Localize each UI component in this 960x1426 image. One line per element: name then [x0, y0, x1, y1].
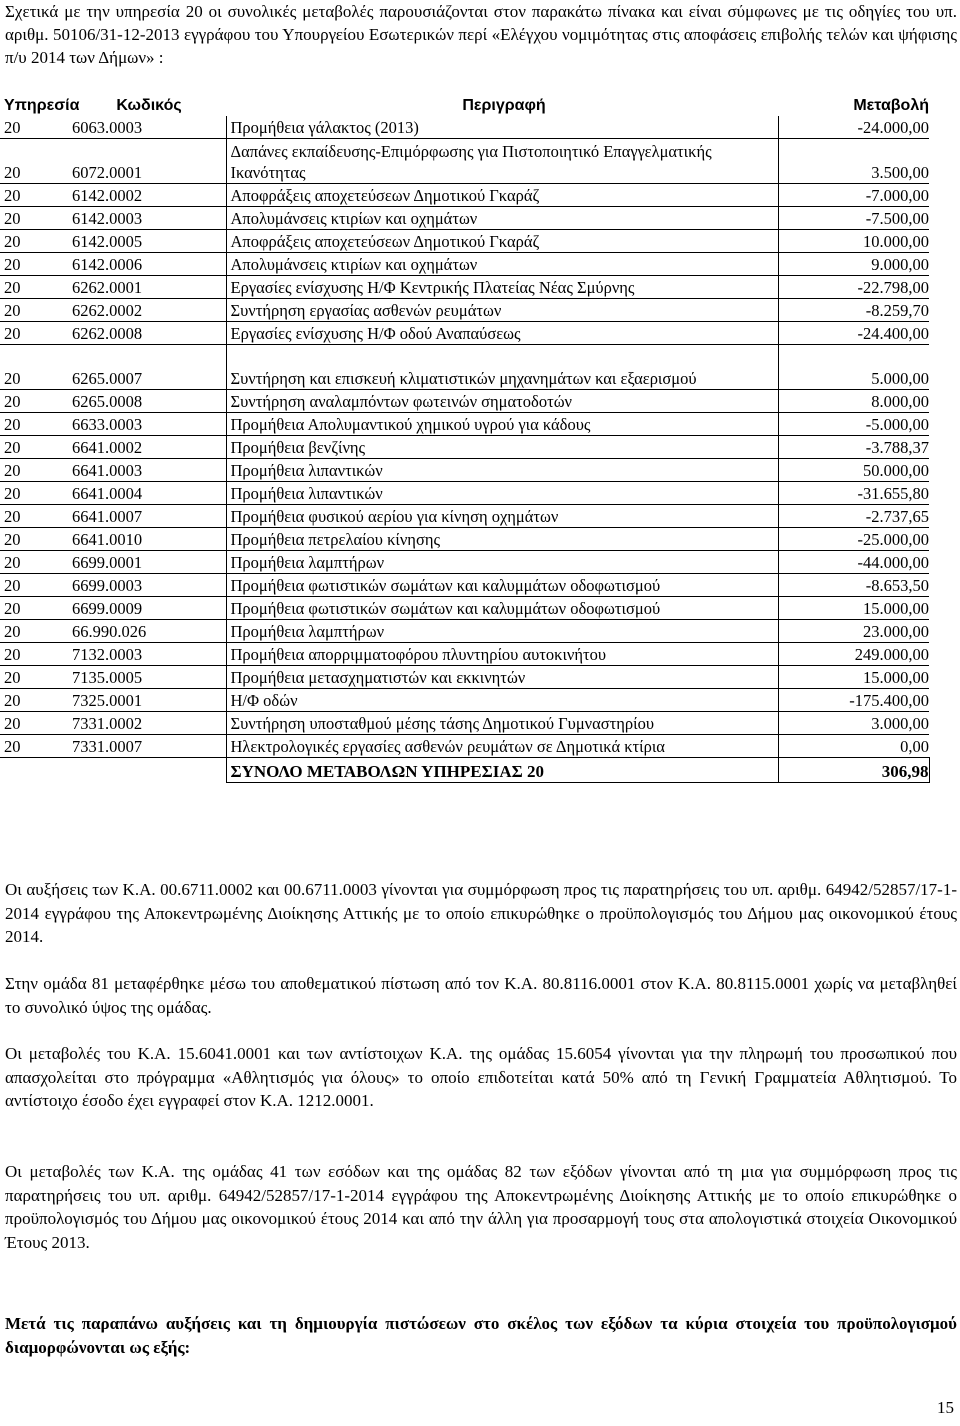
cell-description: Προμήθεια βενζίνης — [226, 436, 778, 459]
table-row — [0, 253, 929, 276]
cell-change: 9.000,00 — [778, 253, 929, 276]
table-header-row — [0, 93, 929, 116]
cell-description: Προμήθεια φωτιστικών σωμάτων και καλυμμάτων οδοφωτισμού — [226, 597, 778, 620]
table-row — [0, 482, 929, 505]
cell-description: Αποφράξεις αποχετεύσεων Δημοτικού Γκαράζ — [226, 230, 778, 253]
cell-service: 20 — [0, 322, 68, 345]
cell-service: 20 — [0, 390, 68, 413]
table-row — [0, 184, 929, 207]
cell-description: Συντήρηση εργασίας ασθενών ρευμάτων — [226, 299, 778, 322]
paragraph-5: Μετά τις παραπάνω αυξήσεις και τη δημιουργία πιστώσεων στο σκέλος των εξόδων τα κύρια στοιχεία του προϋπολογισμού διαμορφώνονται ως εξής: — [5, 1314, 957, 1357]
cell-code: 6072.0001 — [68, 139, 226, 184]
cell-description: Δαπάνες εκπαίδευσης-Επιμόρφωσης για Πιστοποιητικό Επαγγελματικής Ικανότητας — [226, 139, 778, 184]
cell-code: 6262.0008 — [68, 322, 226, 345]
cell-service: 20 — [0, 735, 68, 758]
cell-service: 20 — [0, 299, 68, 322]
cell-description: Απολυμάνσεις κτιρίων και οχημάτων — [226, 207, 778, 230]
paragraph-1: Οι αυξήσεις των Κ.Α. 00.6711.0002 και 00.6711.0003 γίνονται για συμμόρφωση προς τις παρατηρήσεις του υπ. αριθμ. 64942/52857/17-1-2014 εγγράφου της Αποκεντρωμένης Διοίκησης Αττικής με το οποίο επικυρώθηκε ο προϋπολογισμός του Δήμου μας οικονομικού έτους 2014. — [5, 880, 957, 946]
cell-code: 6063.0003 — [68, 116, 226, 139]
cell-change: 0,00 — [778, 735, 929, 758]
cell-description: Προμήθεια γάλακτος (2013) — [226, 116, 778, 139]
table-row — [0, 551, 929, 574]
cell-code: 7325.0001 — [68, 689, 226, 712]
total-value: 306,98 — [778, 758, 929, 783]
table-row — [0, 459, 929, 482]
cell-description: Αποφράξεις αποχετεύσεων Δημοτικού Γκαράζ — [226, 184, 778, 207]
table-row — [0, 597, 929, 620]
cell-code: 6699.0001 — [68, 551, 226, 574]
table-row — [0, 139, 929, 184]
paragraph-2: Στην ομάδα 81 μεταφέρθηκε μέσω του αποθεματικού πίστωση από τον Κ.Α. 80.8116.0001 στον Κ.Α. 80.8115.0001 χωρίς να μεταβληθεί το συνολικό ύψος της ομάδας. — [5, 974, 957, 1017]
table-row — [0, 712, 929, 735]
total-row — [0, 758, 929, 783]
cell-description: Προμήθεια απορριμματοφόρου πλυντηρίου αυτοκινήτου — [226, 643, 778, 666]
header-code: Κωδικός — [116, 97, 182, 114]
cell-change: 23.000,00 — [778, 620, 929, 643]
table-row — [0, 735, 929, 758]
cell-change: -22.798,00 — [778, 276, 929, 299]
cell-description: Προμήθεια λιπαντικών — [226, 482, 778, 505]
cell-change: -8.259,70 — [778, 299, 929, 322]
cell-change: -8.653,50 — [778, 574, 929, 597]
cell-service: 20 — [0, 345, 68, 390]
cell-description: Προμήθεια μετασχηματιστών και εκκινητών — [226, 666, 778, 689]
cell-change: 3.500,00 — [778, 139, 929, 184]
cell-code: 6641.0007 — [68, 505, 226, 528]
cell-service: 20 — [0, 184, 68, 207]
table-row — [0, 643, 929, 666]
intro-paragraph: Σχετικά με την υπηρεσία 20 οι συνολικές μεταβολές παρουσιάζονται στον παρακάτω πίνακα και είναι σύμφωνες με τις οδηγίες του υπ. αριθμ. 50106/31-12-2013 εγγράφου του Υπουργείου Εσωτερικών περί «Ελέγχου νομιμότητας στις αποφάσεις επιβολής τελών και ψήφισης π/υ 2014 των Δήμων» : — [5, 2, 957, 67]
cell-change: 10.000,00 — [778, 230, 929, 253]
cell-change: 50.000,00 — [778, 459, 929, 482]
cell-description: Προμήθεια Απολυμαντικού χημικού υγρού για κάδους — [226, 413, 778, 436]
table-row — [0, 230, 929, 253]
cell-code: 7331.0007 — [68, 735, 226, 758]
header-service: Υπηρεσία — [4, 97, 80, 114]
cell-description: Προμήθεια φωτιστικών σωμάτων και καλυμμάτων οδοφωτισμού — [226, 574, 778, 597]
cell-description: Απολυμάνσεις κτιρίων και οχημάτων — [226, 253, 778, 276]
cell-service: 20 — [0, 253, 68, 276]
cell-change: 3.000,00 — [778, 712, 929, 735]
cell-change: -24.000,00 — [778, 116, 929, 139]
cell-service: 20 — [0, 116, 68, 139]
cell-change: -5.000,00 — [778, 413, 929, 436]
cell-change: -3.788,37 — [778, 436, 929, 459]
cell-code: 6699.0003 — [68, 574, 226, 597]
table-row — [0, 116, 929, 139]
cell-change: -7.000,00 — [778, 184, 929, 207]
cell-change: -25.000,00 — [778, 528, 929, 551]
cell-service: 20 — [0, 276, 68, 299]
cell-service: 20 — [0, 712, 68, 735]
cell-description: Ηλεκτρολογικές εργασίες ασθενών ρευμάτων σε Δημοτικά κτίρια — [226, 735, 778, 758]
cell-description: Προμήθεια λαμπτήρων — [226, 620, 778, 643]
cell-description: Προμήθεια φυσικού αερίου για κίνηση οχημάτων — [226, 505, 778, 528]
cell-code: 6262.0001 — [68, 276, 226, 299]
cell-service: 20 — [0, 482, 68, 505]
cell-service: 20 — [0, 689, 68, 712]
cell-description: Συντήρηση αναλαμπόντων φωτεινών σηματοδοτών — [226, 390, 778, 413]
cell-change: -2.737,65 — [778, 505, 929, 528]
cell-service: 20 — [0, 459, 68, 482]
table-row — [0, 276, 929, 299]
cell-description: Η/Φ οδών — [226, 689, 778, 712]
table-row — [0, 390, 929, 413]
cell-change: 15.000,00 — [778, 597, 929, 620]
cell-code: 6641.0010 — [68, 528, 226, 551]
cell-description: Συντήρηση και επισκευή κλιματιστικών μηχανημάτων και εξαερισμού — [226, 345, 778, 390]
cell-service: 20 — [0, 230, 68, 253]
total-label: ΣΥΝΟΛΟ ΜΕΤΑΒΟΛΩΝ ΥΠΗΡΕΣΙΑΣ 20 — [226, 758, 778, 783]
cell-change: 249.000,00 — [778, 643, 929, 666]
cell-code: 66.990.026 — [68, 620, 226, 643]
cell-code: 6641.0004 — [68, 482, 226, 505]
cell-change: -175.400,00 — [778, 689, 929, 712]
table-row — [0, 322, 929, 345]
paragraph-3: Οι μεταβολές του Κ.Α. 15.6041.0001 και των αντίστοιχων Κ.Α. της ομάδας 15.6054 γίνονται για την πληρωμή του προσωπικού που απασχολείται στο πρόγραμμα «Αθλητισμός για όλους» το οποίο επιδοτείται κατά 50% από τη Γενική Γραμματεία Αθλητισμού. Το αντίστοιχο έσοδο έχει εγγραφεί στον Κ.Α. 1212.0001. — [5, 1044, 957, 1110]
cell-description: Συντήρηση υποσταθμού μέσης τάσης Δημοτικού Γυμναστηρίου — [226, 712, 778, 735]
table-row — [0, 620, 929, 643]
cell-service: 20 — [0, 643, 68, 666]
cell-code: 6142.0005 — [68, 230, 226, 253]
cell-service: 20 — [0, 413, 68, 436]
cell-service: 20 — [0, 666, 68, 689]
cell-code: 6142.0006 — [68, 253, 226, 276]
cell-service: 20 — [0, 505, 68, 528]
cell-code: 6142.0003 — [68, 207, 226, 230]
cell-service: 20 — [0, 574, 68, 597]
table-row — [0, 413, 929, 436]
cell-service: 20 — [0, 207, 68, 230]
cell-change: 5.000,00 — [778, 345, 929, 390]
cell-change: -31.655,80 — [778, 482, 929, 505]
cell-service: 20 — [0, 551, 68, 574]
cell-change: 15.000,00 — [778, 666, 929, 689]
cell-change: -7.500,00 — [778, 207, 929, 230]
cell-code: 7135.0005 — [68, 666, 226, 689]
cell-service: 20 — [0, 528, 68, 551]
page-number: 15 — [937, 1398, 954, 1417]
cell-change: -44.000,00 — [778, 551, 929, 574]
cell-code: 7132.0003 — [68, 643, 226, 666]
table-row — [0, 345, 929, 390]
cell-service: 20 — [0, 436, 68, 459]
cell-description: Προμήθεια λιπαντικών — [226, 459, 778, 482]
cell-description: Προμήθεια λαμπτήρων — [226, 551, 778, 574]
cell-service: 20 — [0, 620, 68, 643]
table-row — [0, 299, 929, 322]
cell-code: 7331.0002 — [68, 712, 226, 735]
cell-code: 6142.0002 — [68, 184, 226, 207]
cell-change: -24.400,00 — [778, 322, 929, 345]
paragraph-4: Οι μεταβολές των Κ.Α. της ομάδας 41 των εσόδων και της ομάδας 82 των εξόδων γίνονται από τη μια για συμμόρφωση προς τις παρατηρήσεις του υπ. αριθμ. 64942/52857/17-1-2014 εγγράφου της Αποκεντρωμένης Διοίκησης Αττικής με το οποίο επικυρώθηκε ο προϋπολογισμός του Δήμου μας οικονομικού έτους 2014 και από την άλλη για προσαρμογή τους στα απολογιστικά στοιχεία Οικονομικού Έτους 2013. — [5, 1162, 957, 1252]
header-change: Μεταβολή — [853, 97, 929, 114]
header-description: Περιγραφή — [462, 97, 546, 114]
table-row — [0, 207, 929, 230]
cell-description: Προμήθεια πετρελαίου κίνησης — [226, 528, 778, 551]
cell-change: 8.000,00 — [778, 390, 929, 413]
cell-description: Εργασίες ενίσχυσης Η/Φ Κεντρικής Πλατείας Νέας Σμύρνης — [226, 276, 778, 299]
cell-code: 6633.0003 — [68, 413, 226, 436]
table-row — [0, 528, 929, 551]
table-row — [0, 666, 929, 689]
cell-service: 20 — [0, 597, 68, 620]
table-row — [0, 505, 929, 528]
cell-code: 6699.0009 — [68, 597, 226, 620]
cell-code: 6265.0007 — [68, 345, 226, 390]
cell-code: 6641.0003 — [68, 459, 226, 482]
cell-code: 6265.0008 — [68, 390, 226, 413]
table-row — [0, 436, 929, 459]
cell-code: 6641.0002 — [68, 436, 226, 459]
table-row — [0, 574, 929, 597]
cell-service: 20 — [0, 139, 68, 184]
cell-description: Εργασίες ενίσχυσης Η/Φ οδού Αναπαύσεως — [226, 322, 778, 345]
cell-code: 6262.0002 — [68, 299, 226, 322]
table-row — [0, 689, 929, 712]
budget-changes-table — [0, 93, 930, 783]
